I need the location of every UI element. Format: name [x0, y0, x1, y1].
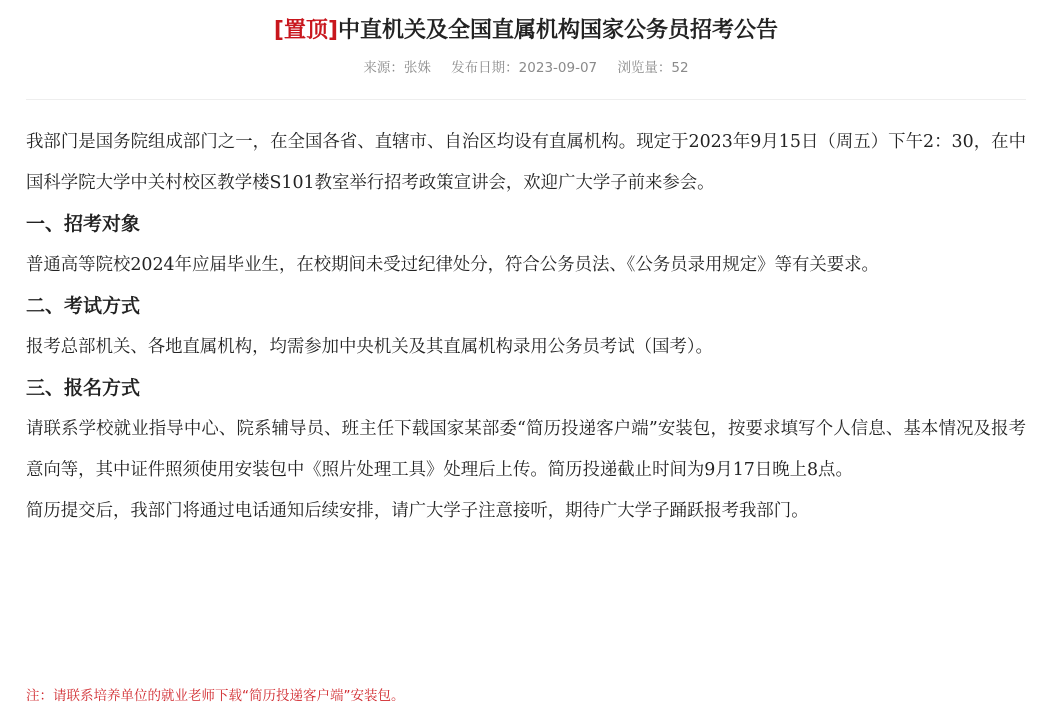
- meta-views: 浏览量：52: [617, 60, 689, 76]
- footer-note: 注：请联系培养单位的就业老师下载“简历投递客户端”安装包。: [26, 688, 405, 704]
- meta-source: 来源：张姝: [363, 60, 431, 76]
- article-body: [26, 122, 1026, 532]
- section-heading-exam-method: 二、考试方式: [26, 295, 141, 317]
- article: [26, 0, 1026, 723]
- intro-paragraph: 我部门是国务院组成部门之一，在全国各省、直辖市、自治区均设有直属机构。现定于2023年9月15日（周五）下午2：30，在中国科学院大学中关村校区教学楼S101教室举行招考政策宣讲会，欢迎广大学子前来参会。: [26, 132, 1026, 193]
- section-heading-registration: 三、报名方式: [26, 377, 141, 399]
- pinned-badge: [置顶]: [273, 18, 339, 43]
- article-meta: [26, 58, 1026, 78]
- closing-paragraph: 简历提交后，我部门将通过电话通知后续安排，请广大学子注意接听，期待广大学子踊跃报考我部门。: [26, 501, 809, 521]
- recruitment-target-paragraph: 普通高等院校2024年应届毕业生，在校期间未受过纪律处分，符合公务员法、《公务员录用规定》等有关要求。: [26, 255, 879, 275]
- divider: [26, 99, 1026, 100]
- registration-paragraph: 请联系学校就业指导中心、院系辅导员、班主任下载国家某部委“简历投递客户端”安装包，按要求填写个人信息、基本情况及报考意向等，其中证件照须使用安装包中《照片处理工具》处理后上传。简历投递截止时间为9月17日晚上8点。: [26, 419, 1026, 480]
- article-title-text: 中直机关及全国直属机构国家公务员招考公告: [338, 18, 779, 43]
- article-title: [26, 0, 1026, 48]
- meta-date: 发布日期：2023-09-07: [451, 60, 598, 76]
- exam-method-paragraph: 报考总部机关、各地直属机构，均需参加中央机关及其直属机构录用公务员考试（国考）。: [26, 337, 713, 357]
- section-heading-recruitment-target: 一、招考对象: [26, 213, 141, 235]
